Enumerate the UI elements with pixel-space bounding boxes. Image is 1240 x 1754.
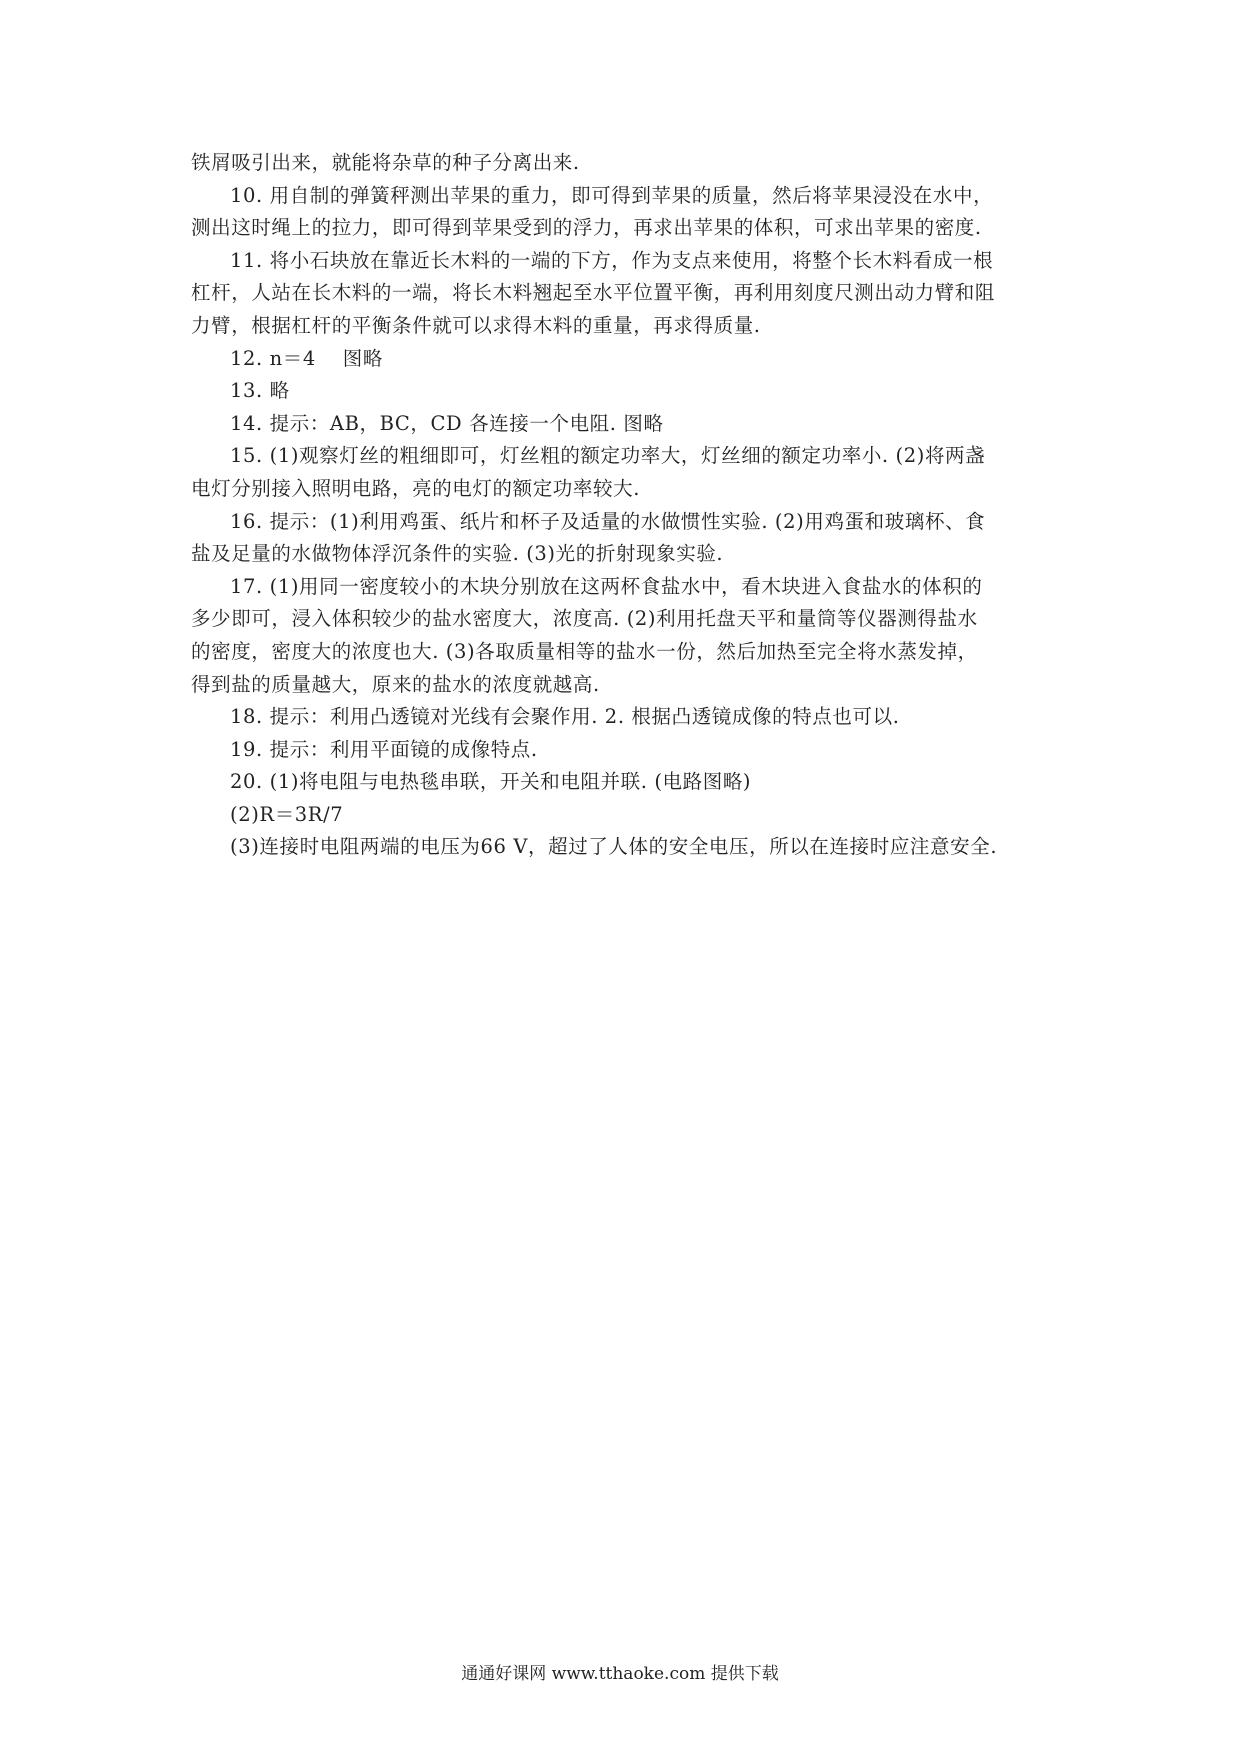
answer-14: 14. 提示：AB，BC，CD 各连接一个电阻. 图略 [230,411,664,435]
answer-11-line-1: 11. 将小石块放在靠近长木料的一端的下方，作为支点来使用，将整个长木料看成一根 [230,248,994,272]
footer-download-notice: 通通好课网 www.tthaoke.com 提供下载 [461,1664,779,1684]
answer-20-line-1: 20. (1)将电阻与电热毯串联，开关和电阻并联. (电路图略) [230,770,752,794]
answer-11-line-3: 力臂，根据杠杆的平衡条件就可以求得木料的重量，再求得质量. [191,313,761,337]
answer-16-line-2: 盐及足量的水做物体浮沉条件的实验. (3)光的折射现象实验. [191,542,724,566]
answer-11-line-2: 杠杆，人站在长木料的一端，将长木料翘起至水平位置平衡，再利用刻度尺测出动力臂和阻 [191,281,996,305]
answer-17-line-2: 多少即可，浸入体积较少的盐水密度大，浓度高. (2)利用托盘天平和量筒等仪器测得盐水 [191,607,978,631]
answer-20-line-2: (2)R＝3R/7 [230,802,344,826]
answer-17-line-4: 得到盐的质量越大，原来的盐水的浓度就越高. [191,672,600,696]
answer-16-line-1: 16. 提示：(1)利用鸡蛋、纸片和杯子及适量的水做惯性实验. (2)用鸡蛋和玻璃杯、食 [230,509,986,533]
answer-17-line-1: 17. (1)用同一密度较小的木块分别放在这两杯食盐水中，看木块进入食盐水的体积的 [230,574,983,598]
answer-15-line-2: 电灯分别接入照明电路，亮的电灯的额定功率较大. [191,476,640,500]
text-line-1: 铁屑吸引出来，就能将杂草的种子分离出来. [191,151,580,174]
answer-20-line-3: (3)连接时电阻两端的电压为66 V，超过了人体的安全电压，所以在连接时应注意安全. [230,835,998,859]
answer-10-line-1: 10. 用自制的弹簧秤测出苹果的重力，即可得到苹果的质量，然后将苹果浸没在水中， [230,183,994,207]
answer-10-line-2: 测出这时绳上的拉力，即可得到苹果受到的浮力，再求出苹果的体积，可求出苹果的密度. [191,216,982,240]
answer-text-body [191,147,1061,864]
answer-12: 12. n＝4 图略 [230,346,383,370]
answer-17-line-3: 的密度，密度大的浓度也大. (3)各取质量相等的盐水一份，然后加热至完全将水蒸发掉， [191,639,978,663]
answer-18: 18. 提示：利用凸透镜对光线有会聚作用. 2. 根据凸透镜成像的特点也可以. [230,705,900,729]
answer-19: 19. 提示：利用平面镜的成像特点. [230,737,538,761]
answer-13: 13. 略 [230,379,290,403]
answer-15-line-1: 15. (1)观察灯丝的粗细即可，灯丝粗的额定功率大，灯丝细的额定功率小. (2)将两盏 [230,444,986,468]
